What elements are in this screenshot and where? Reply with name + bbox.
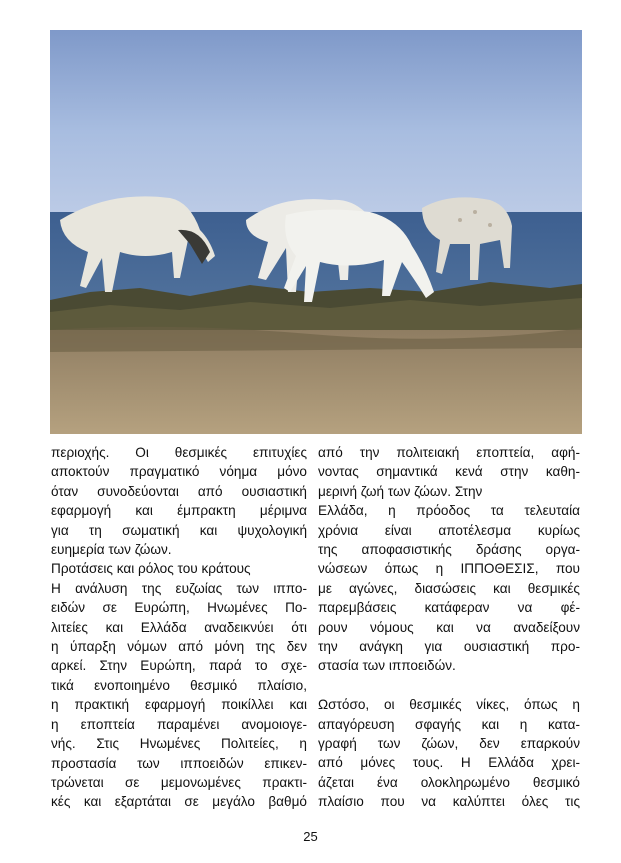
text-line: νώσεων όπως η ΙΠΠΟΘΕΣΙΣ, που xyxy=(318,561,580,577)
text-line: αποκτούν πραγματικό νόημα μόνο xyxy=(51,464,307,480)
text-line: η ύπαρξη νόμων από μόνη της δεν xyxy=(51,639,307,655)
text-line: άζεται ένα ολοκληρωμένο θεσμικό xyxy=(318,774,580,790)
text-line: Ωστόσο, οι θεσμικές νίκες, όπως η xyxy=(318,697,580,713)
text-line: τρώνεται σε μεμονωμένες πρακτι- xyxy=(51,774,307,790)
text-line: στασία των ιπποειδών. xyxy=(318,658,456,674)
horses-photo xyxy=(50,30,582,434)
text-line: όταν συνοδεύονται από ουσιαστική xyxy=(51,483,307,499)
text-line: Ελλάδα, η πρόοδος τα τελευταία xyxy=(318,503,580,519)
text-line: της αποφασιστικής δράσης οργα- xyxy=(318,542,580,558)
text-line: Η ανάλυση της ευζωίας των ιππο- xyxy=(51,580,307,596)
text-line: ειδών σε Ευρώπη, Ηνωμένες Πο- xyxy=(51,600,307,616)
text-line: η πρακτική εφαρμογή ποικίλλει και xyxy=(51,697,307,713)
text-line: μερινή ζωή των ζώων. Στην xyxy=(318,483,483,499)
text-column-left xyxy=(51,443,307,812)
text-line: τικά ενοποιημένο θεσμικό πλαίσιο, xyxy=(51,677,307,693)
text-line: εφαρμογή και έμπρακτη μέριμνα xyxy=(51,503,307,519)
text-line: απαγόρευση σφαγής και η κατα- xyxy=(318,716,580,732)
section-heading: Προτάσεις και ρόλος του κράτους xyxy=(51,561,251,577)
text-line: νοντας σημαντικά κενά στην καθη- xyxy=(318,464,580,480)
text-line: από μόνες τους. Η Ελλάδα χρει- xyxy=(318,755,580,771)
text-column-right xyxy=(318,443,580,812)
text-line: προστασία των ιπποειδών επικεν- xyxy=(51,755,307,771)
text-line: ευημερία των ζώων. xyxy=(51,542,172,558)
text-line: από την πολιτειακή εποπτεία, αφή- xyxy=(318,445,580,460)
paragraph-gap xyxy=(318,676,580,695)
text-line: λιτείες και Ελλάδα αναδεικνύει ότι xyxy=(51,619,307,635)
text-line: περιοχής. Οι θεσμικές επιτυχίες xyxy=(51,445,307,460)
text-line: πλαίσιο που να καλύπτει όλες τις xyxy=(318,794,580,810)
page-number: 25 xyxy=(303,829,318,844)
text-line: κές και εξαρτάται σε μεγάλο βαθμό xyxy=(51,794,307,810)
text-line: με αγώνες, διασώσεις και θεσμικές xyxy=(318,580,580,596)
text-line: για τη σωματική και ψυχολογική xyxy=(51,522,307,538)
text-line: ρουν νόμους και να αναδείξουν xyxy=(318,619,580,635)
text-line: χρόνια είναι αποτέλεσμα κυρίως xyxy=(318,522,580,538)
text-line: αρκεί. Στην Ευρώπη, παρά το σχε- xyxy=(51,658,307,674)
text-line: νής. Στις Ηνωμένες Πολιτείες, η xyxy=(51,736,307,752)
text-line: γραφή των ζώων, δεν επαρκούν xyxy=(318,736,580,752)
text-line: την ανάγκη για ουσιαστική προ- xyxy=(318,639,580,655)
text-line: παρεμβάσεις κατάφεραν να φέ- xyxy=(318,600,580,616)
text-line: η εποπτεία παραμένει ανομοιογε- xyxy=(51,716,307,732)
